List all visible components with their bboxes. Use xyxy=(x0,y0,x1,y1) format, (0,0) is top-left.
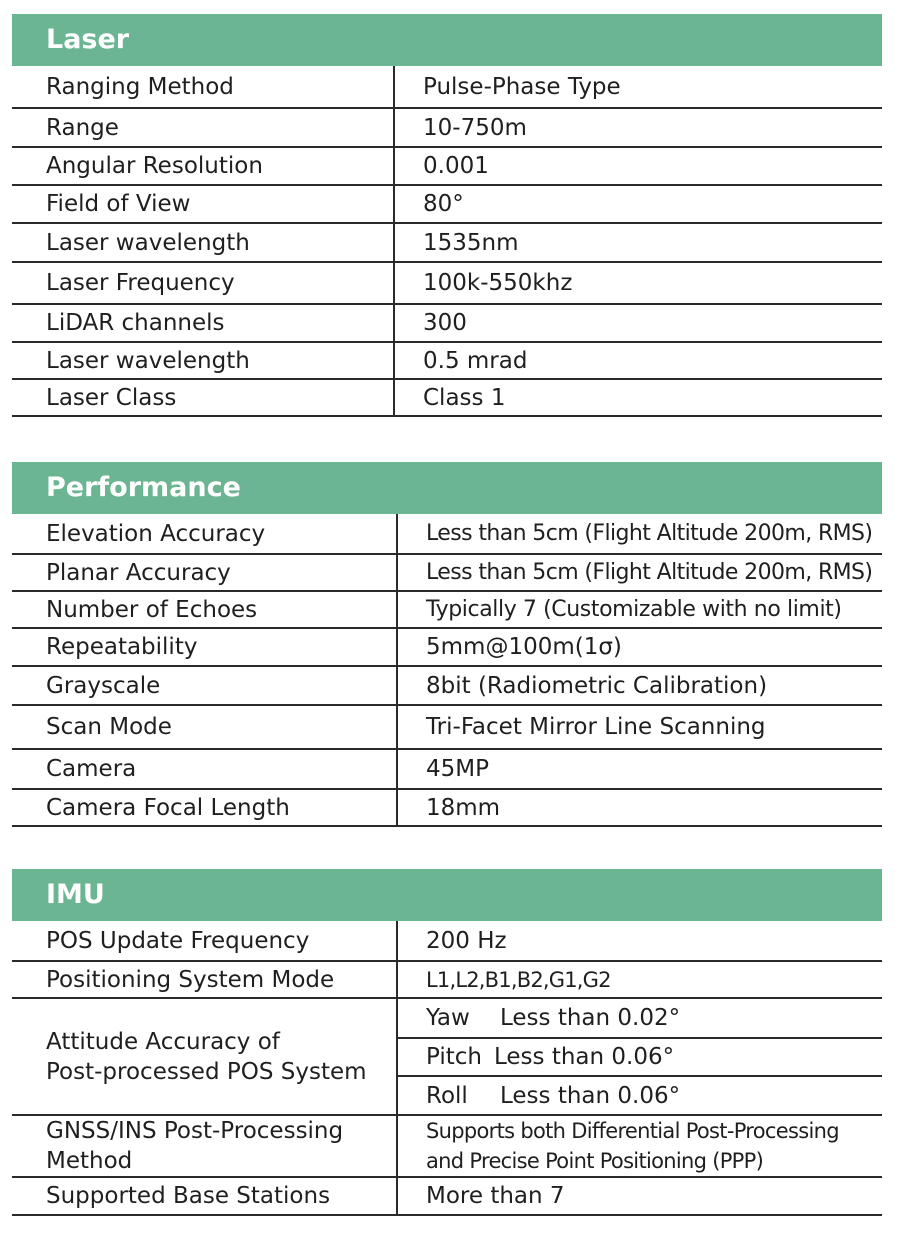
row-label: Grayscale xyxy=(12,666,397,705)
axis-label: Yaw xyxy=(426,1005,470,1031)
gnss-value-line1: Supports both Differential Post-Processing xyxy=(426,1119,839,1143)
table-row xyxy=(12,108,882,147)
axis-value: Less than 0.06° xyxy=(500,1082,681,1109)
section-header: IMU xyxy=(12,869,882,921)
table-row xyxy=(12,514,882,554)
row-label: Range xyxy=(12,108,394,147)
axis-label: Roll xyxy=(426,1082,468,1109)
row-value: 10-750m xyxy=(394,108,882,147)
row-value: 0.5 mrad xyxy=(394,342,882,379)
performance-section xyxy=(12,462,882,827)
row-label: Positioning System Mode xyxy=(12,961,397,998)
table-row xyxy=(12,789,882,826)
gnss-value xyxy=(397,1115,882,1177)
table-row xyxy=(12,749,882,789)
section-header: Laser xyxy=(12,14,882,66)
row-label: Camera Focal Length xyxy=(12,789,397,826)
row-value: Tri-Facet Mirror Line Scanning xyxy=(397,705,882,749)
row-value: 300 xyxy=(394,304,882,342)
table-row xyxy=(12,998,882,1038)
row-label: Laser Class xyxy=(12,379,394,416)
row-value: Less than 5cm (Flight Altitude 200m, RMS) xyxy=(397,514,882,554)
row-label: Elevation Accuracy xyxy=(12,514,397,554)
row-value: 45MP xyxy=(397,749,882,789)
row-value: Class 1 xyxy=(394,379,882,416)
row-label: POS Update Frequency xyxy=(12,921,397,961)
table-row xyxy=(12,705,882,749)
performance-table xyxy=(12,514,882,827)
table-row xyxy=(12,554,882,591)
table-row xyxy=(12,628,882,666)
table-row xyxy=(12,342,882,379)
row-value: 18mm xyxy=(397,789,882,826)
table-row xyxy=(12,961,882,998)
table-row xyxy=(12,379,882,416)
axis-label: Pitch xyxy=(426,1044,482,1070)
attitude-accuracy-label xyxy=(12,998,397,1115)
row-label: Planar Accuracy xyxy=(12,554,397,591)
row-label: Camera xyxy=(12,749,397,789)
axis-value: Less than 0.06° xyxy=(494,1044,675,1070)
row-label: Repeatability xyxy=(12,628,397,666)
table-row xyxy=(12,185,882,223)
row-label: Angular Resolution xyxy=(12,147,394,185)
row-value: 1535nm xyxy=(394,223,882,262)
attitude-yaw xyxy=(397,998,882,1038)
table-row xyxy=(12,1115,882,1177)
axis-value: Less than 0.02° xyxy=(500,1005,681,1031)
row-value: 80° xyxy=(394,185,882,223)
row-value: 200 Hz xyxy=(397,921,882,961)
attitude-pitch xyxy=(397,1038,882,1076)
row-value: Less than 5cm (Flight Altitude 200m, RMS) xyxy=(397,554,882,591)
row-value: More than 7 xyxy=(397,1177,882,1215)
table-row xyxy=(12,591,882,628)
table-row xyxy=(12,666,882,705)
laser-table xyxy=(12,66,882,417)
row-value: 100k-550khz xyxy=(394,262,882,304)
row-label: Supported Base Stations xyxy=(12,1177,397,1215)
imu-table xyxy=(12,921,882,1216)
section-header: Performance xyxy=(12,462,882,514)
row-label: Field of View xyxy=(12,185,394,223)
gnss-label-line1: GNSS/INS Post-Processing xyxy=(46,1118,344,1144)
table-row xyxy=(12,147,882,185)
row-label: Laser wavelength xyxy=(12,223,394,262)
table-row xyxy=(12,262,882,304)
gnss-value-line2: and Precise Point Positioning (PPP) xyxy=(426,1149,764,1173)
attitude-label-line2: Post-processed POS System xyxy=(46,1058,367,1085)
table-row xyxy=(12,304,882,342)
table-row xyxy=(12,223,882,262)
row-value: L1,L2,B1,B2,G1,G2 xyxy=(397,961,882,998)
table-row xyxy=(12,921,882,961)
row-label: Laser Frequency xyxy=(12,262,394,304)
table-row xyxy=(12,66,882,108)
laser-section xyxy=(12,14,882,417)
row-value: 8bit (Radiometric Calibration) xyxy=(397,666,882,705)
imu-section xyxy=(12,869,882,1216)
row-label: LiDAR channels xyxy=(12,304,394,342)
row-value: Typically 7 (Customizable with no limit) xyxy=(397,591,882,628)
row-label: Laser wavelength xyxy=(12,342,394,379)
row-label: Ranging Method xyxy=(12,66,394,108)
row-value: 0.001 xyxy=(394,147,882,185)
row-label: Number of Echoes xyxy=(12,591,397,628)
gnss-label xyxy=(12,1115,397,1177)
gnss-label-line2: Method xyxy=(46,1148,133,1174)
attitude-roll xyxy=(397,1076,882,1115)
row-value: 5mm@100m(1σ) xyxy=(397,628,882,666)
row-value: Pulse-Phase Type xyxy=(394,66,882,108)
table-row xyxy=(12,1177,882,1215)
attitude-label-line1: Attitude Accuracy of xyxy=(46,1028,280,1055)
row-label: Scan Mode xyxy=(12,705,397,749)
